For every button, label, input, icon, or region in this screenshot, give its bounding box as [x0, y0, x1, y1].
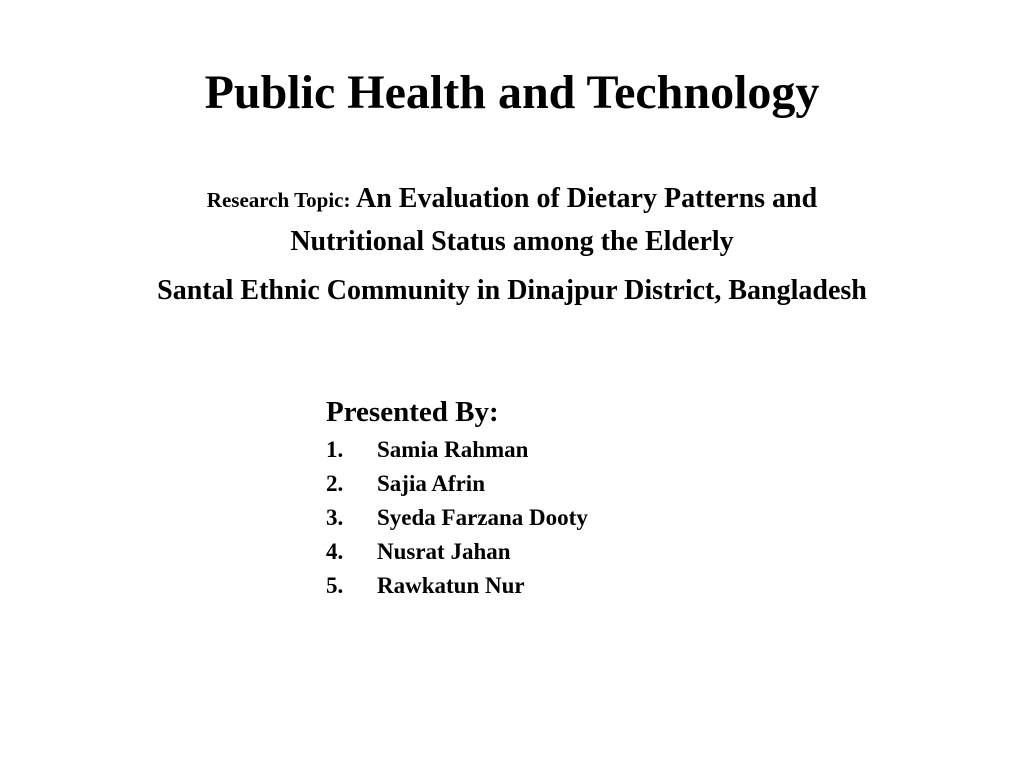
research-topic-line-2: Nutritional Status among the Elderly: [290, 226, 734, 257]
presenter-number: 5.: [326, 573, 344, 598]
presenter-name: Nusrat Jahan: [377, 539, 511, 564]
presenter-number: 2.: [326, 471, 344, 496]
presenter-item: [326, 501, 726, 535]
slide-title: Public Health and Technology: [204, 66, 820, 119]
presenter-item: [326, 569, 726, 603]
presenter-list: [326, 433, 726, 603]
presenter-number: 4.: [326, 539, 344, 564]
research-topic: [40, 178, 984, 309]
presenter-item: [326, 467, 726, 501]
presenter-item: [326, 535, 726, 569]
presenter-number: 1.: [326, 437, 344, 462]
presenter-name: Samia Rahman: [377, 437, 529, 462]
presenter-item: [326, 433, 726, 467]
research-topic-line-3: Santal Ethnic Community in Dinajpur District, Bangladesh: [157, 275, 867, 306]
research-topic-line-1: [40, 178, 984, 221]
presenter-name: Syeda Farzana Dooty: [377, 505, 588, 530]
presenter-number: 3.: [326, 505, 344, 530]
presenters-section: [326, 391, 726, 603]
presenter-name: Rawkatun Nur: [377, 573, 525, 598]
research-topic-label: Research Topic:: [206, 188, 351, 212]
presenter-name: Sajia Afrin: [377, 471, 485, 496]
research-topic-text-1: An Evaluation of Dietary Patterns and: [355, 183, 818, 214]
presented-by-heading: Presented By:: [326, 396, 499, 428]
